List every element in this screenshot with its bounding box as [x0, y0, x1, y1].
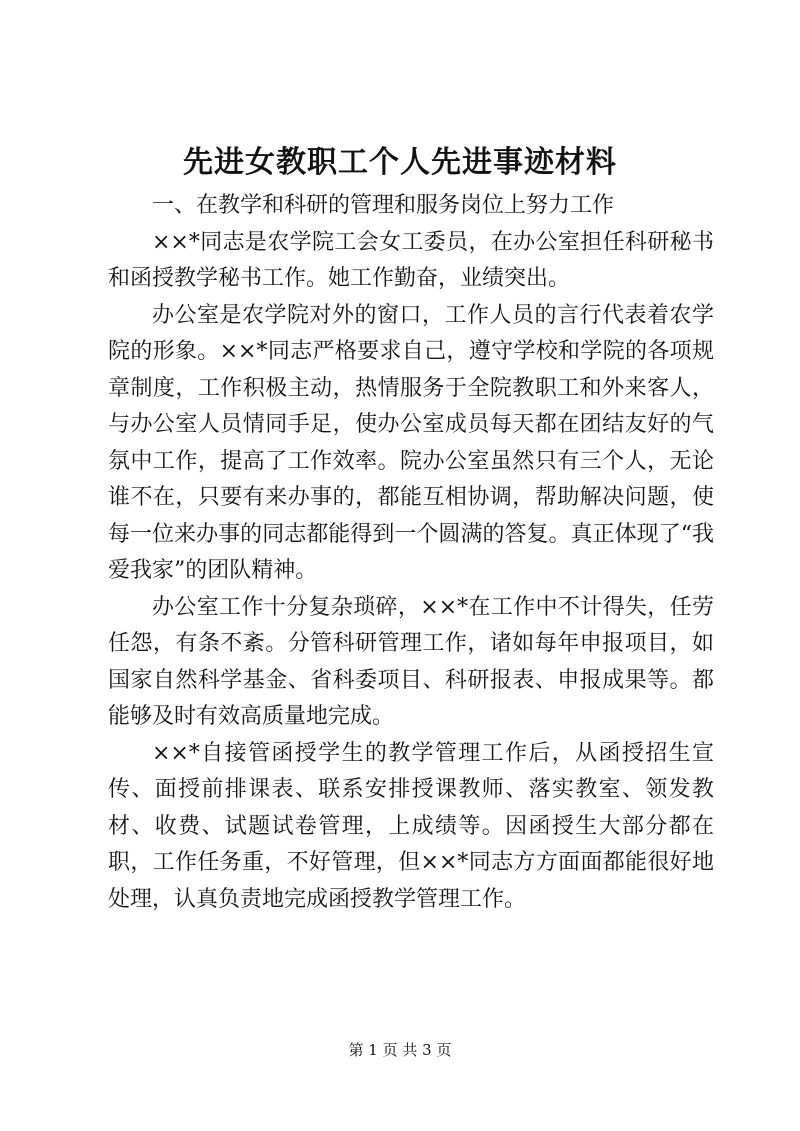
paragraph: 办公室是农学院对外的窗口，工作人员的言行代表着农学院的形象。××*同志严格要求自己，遵守学校和学院的各项规章制度，工作积极主动，热情服务于全院教职工和外来客人，与办公室人员情同手足，使办公室成员每天都在团结友好的气氛中工作，提高了工作效率。院办公室虽然只有三个人，无论谁不在，只要有来办事的，都能互相协调，帮助解决问题，使每一位来办事的同志都能得到一个圆满的答复。真正体现了“我爱我家”的团队精神。	[108, 302, 714, 583]
document-title: 先进女教职工个人先进事迹材料	[183, 145, 617, 180]
page-footer: 第 1 页 共 3 页	[348, 1041, 452, 1059]
paragraph: 办公室工作十分复杂琐碎，××*在工作中不计得失，任劳任怨，有条不紊。分管科研管理工作，诸如每年申报项目，如国家自然科学基金、省科委项目、科研报表、申报成果等。都能够及时有效高质量地完成。	[108, 594, 714, 729]
document-body	[108, 188, 714, 918]
paragraph: ××*自接管函授学生的教学管理工作后，从函授招生宣传、面授前排课表、联系安排授课教师、落实教室、领发教材、收费、试题试卷管理，上成绩等。因函授生大部分都在职，工作任务重，不好管理，但××*同志方方面面都能很好地处理，认真负责地完成函授教学管理工作。	[108, 740, 714, 912]
section-heading: 一、在教学和科研的管理和服务岗位上努力工作	[152, 193, 615, 218]
paragraph: ××*同志是农学院工会女工委员，在办公室担任科研秘书和函授教学秘书工作。她工作勤奋，业绩突出。	[108, 229, 714, 291]
